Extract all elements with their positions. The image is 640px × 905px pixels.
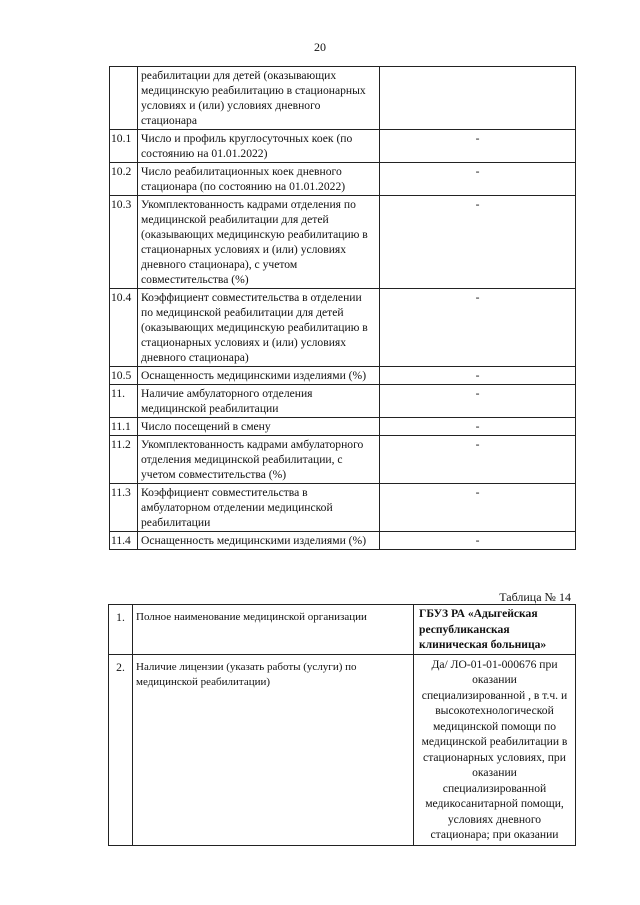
row-number: 11. bbox=[110, 385, 138, 418]
organization-info-table bbox=[108, 604, 576, 846]
table-row bbox=[110, 289, 576, 367]
row-number: 10.2 bbox=[110, 163, 138, 196]
row-number: 10.1 bbox=[110, 130, 138, 163]
table-row bbox=[110, 130, 576, 163]
row-value bbox=[380, 67, 576, 130]
row-number: 11.1 bbox=[110, 418, 138, 436]
row-value: - bbox=[380, 436, 576, 484]
table-row bbox=[110, 196, 576, 289]
row-indicator: Коэффициент совместительства в отделении по медицинской реабилитации для детей (оказывающих медицинскую реабилитацию в стационарных условиях и (или) условиях дневного стационара) bbox=[138, 289, 380, 367]
row-number: 2. bbox=[109, 654, 133, 845]
row-indicator: Коэффициент совместительства в амбулаторном отделении медицинской реабилитации bbox=[138, 484, 380, 532]
row-label: Наличие лицензии (указать работы (услуги) по медицинской реабилитации) bbox=[133, 654, 414, 845]
row-value: - bbox=[380, 289, 576, 367]
row-number: 10.5 bbox=[110, 367, 138, 385]
row-indicator: Число и профиль круглосуточных коек (по состоянию на 01.01.2022) bbox=[138, 130, 380, 163]
table-row bbox=[110, 436, 576, 484]
table-row bbox=[110, 67, 576, 130]
row-value: - bbox=[380, 367, 576, 385]
row-number: 11.4 bbox=[110, 532, 138, 550]
row-indicator: Оснащенность медицинскими изделиями (%) bbox=[138, 367, 380, 385]
table-row bbox=[110, 385, 576, 418]
table-row bbox=[110, 532, 576, 550]
organization-name: ГБУЗ РА «Адыгейская республиканская клиническая больница» bbox=[414, 605, 576, 655]
row-value: - bbox=[380, 130, 576, 163]
row-indicator: реабилитации для детей (оказывающих медицинскую реабилитацию в стационарных условиях и (или) условиях дневного стационара bbox=[138, 67, 380, 130]
row-indicator: Число реабилитационных коек дневного стационара (по состоянию на 01.01.2022) bbox=[138, 163, 380, 196]
table-row bbox=[109, 605, 576, 655]
row-indicator: Укомплектованность кадрами амбулаторного отделения медицинской реабилитации, с учетом совместительства (%) bbox=[138, 436, 380, 484]
table-caption: Таблица № 14 bbox=[499, 590, 571, 604]
page-number: 20 bbox=[314, 40, 326, 54]
license-info: Да/ ЛО-01-01-000676 при оказании специализированной , в т.ч. и высокотехнологической медицинской помощи по медицинской реабилитации в стационарных условиях, при оказании специализированной медикосанитарной помощи, условиях дневного стационара; при оказании bbox=[414, 654, 576, 845]
row-value: - bbox=[380, 196, 576, 289]
row-label: Полное наименование медицинской организации bbox=[133, 605, 414, 655]
rehabilitation-indicators-table bbox=[109, 66, 576, 550]
row-value: - bbox=[380, 385, 576, 418]
row-number: 10.3 bbox=[110, 196, 138, 289]
table-row bbox=[110, 163, 576, 196]
row-number: 1. bbox=[109, 605, 133, 655]
row-indicator: Оснащенность медицинскими изделиями (%) bbox=[138, 532, 380, 550]
row-number: 10.4 bbox=[110, 289, 138, 367]
table-row bbox=[110, 367, 576, 385]
row-value: - bbox=[380, 484, 576, 532]
table-row bbox=[110, 418, 576, 436]
row-value: - bbox=[380, 532, 576, 550]
row-value: - bbox=[380, 418, 576, 436]
row-indicator: Наличие амбулаторного отделения медицинской реабилитации bbox=[138, 385, 380, 418]
row-value: - bbox=[380, 163, 576, 196]
row-indicator: Укомплектованность кадрами отделения по медицинской реабилитации для детей (оказывающих медицинскую реабилитацию в стационарных условиях и (или) условиях дневного стационара), с учетом совместительства (%) bbox=[138, 196, 380, 289]
row-indicator: Число посещений в смену bbox=[138, 418, 380, 436]
table-row bbox=[109, 654, 576, 845]
row-number: 11.2 bbox=[110, 436, 138, 484]
row-number bbox=[110, 67, 138, 130]
table-row bbox=[110, 484, 576, 532]
row-number: 11.3 bbox=[110, 484, 138, 532]
